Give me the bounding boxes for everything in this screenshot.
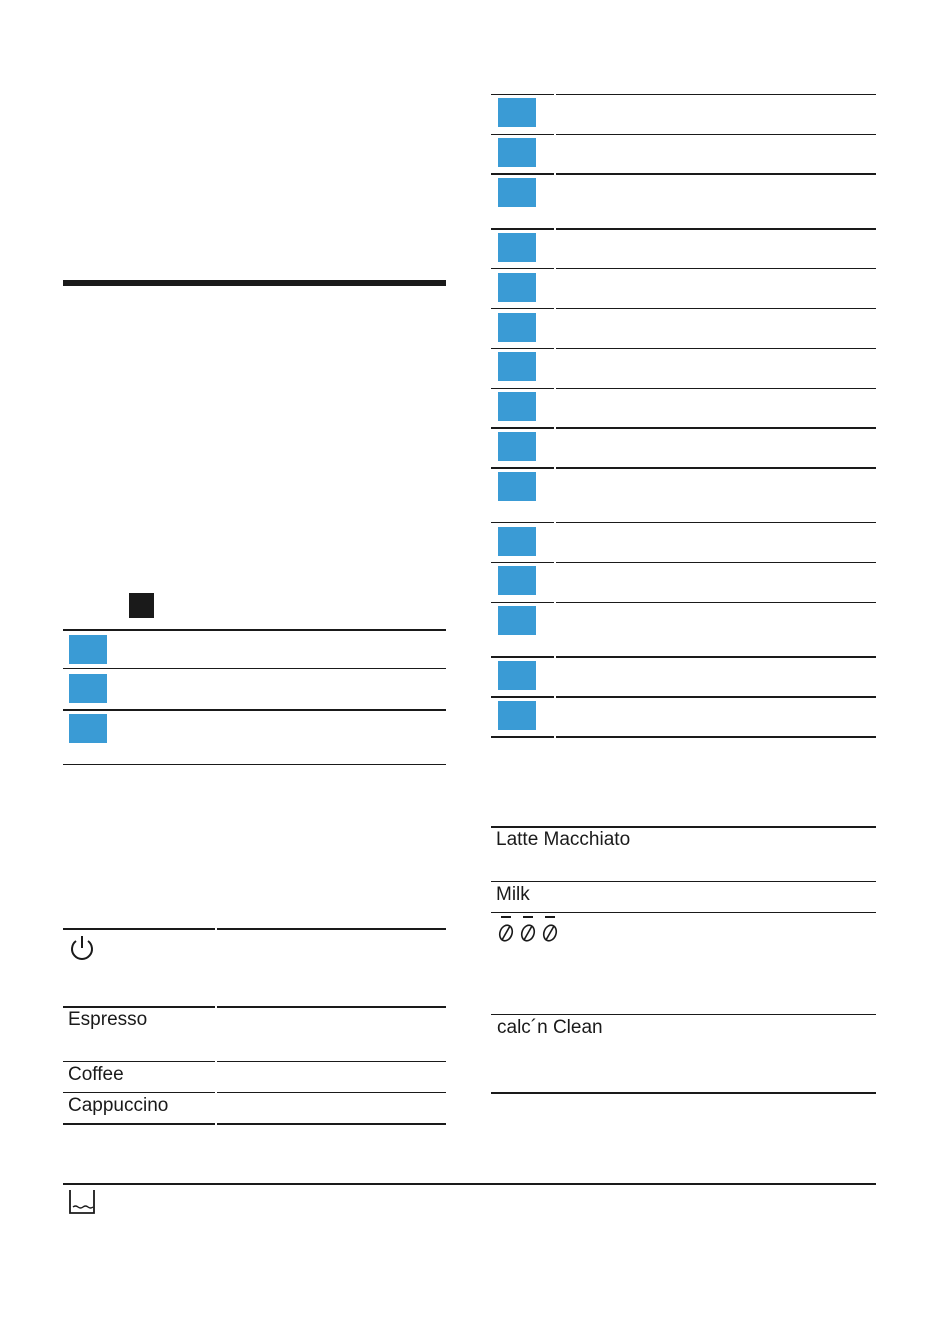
table-rule [491,912,876,913]
bottom-section-rule [63,1183,876,1185]
table-rule [491,268,876,269]
display-key-1 [69,635,107,664]
table-rule [491,562,876,563]
display-key-2 [69,674,107,703]
table-rule [491,522,876,523]
column-gap [215,925,217,1125]
table-rule [63,1061,446,1062]
display-key-r6 [498,313,536,342]
table-rule [63,764,446,765]
table-rule [63,668,446,669]
table-rule [491,1014,876,1015]
display-key-r15 [498,701,536,730]
table-rule [491,308,876,309]
display-key-r13 [498,606,536,635]
table-rule [491,134,876,135]
program-label-coffee: Coffee [68,1064,124,1085]
table-rule [63,629,446,631]
table-rule [491,427,876,429]
display-key-r7 [498,352,536,381]
display-key-r1 [498,98,536,127]
table-rule [491,736,876,738]
section-heading-rule [63,280,446,286]
display-key-r8 [498,392,536,421]
program-label-cappuccino: Cappuccino [68,1095,169,1116]
button-symbol-square [129,593,154,618]
display-key-r10 [498,472,536,501]
display-key-r12 [498,566,536,595]
program-label-latte-macchiato: Latte Macchiato [496,829,631,850]
table-rule [491,656,876,658]
table-rule [491,881,876,882]
table-rule [63,1123,446,1125]
display-key-3 [69,714,107,743]
program-label-espresso: Espresso [68,1009,148,1030]
display-key-r3 [498,178,536,207]
table-rule [491,696,876,698]
power-icon [67,933,97,963]
table-rule [491,94,876,95]
table-rule [63,928,446,930]
table-rule [491,826,876,828]
table-rule [491,388,876,389]
table-rule [491,467,876,469]
program-label-milk: Milk [496,884,530,905]
table-rule [491,1092,876,1094]
column-gap [554,92,556,740]
coffee-bean-strength-icon [496,914,562,944]
display-key-r5 [498,273,536,302]
table-rule [491,173,876,175]
display-key-r11 [498,527,536,556]
display-key-r2 [498,138,536,167]
table-rule [63,1092,446,1093]
display-key-r9 [498,432,536,461]
display-key-r14 [498,661,536,690]
display-key-r4 [498,233,536,262]
program-label-calc-n-clean: calc´n Clean [497,1017,603,1038]
water-tank-icon [67,1188,97,1216]
table-rule [491,348,876,349]
table-rule [63,709,446,711]
table-rule [491,602,876,603]
table-rule [491,228,876,230]
table-rule [63,1006,446,1008]
